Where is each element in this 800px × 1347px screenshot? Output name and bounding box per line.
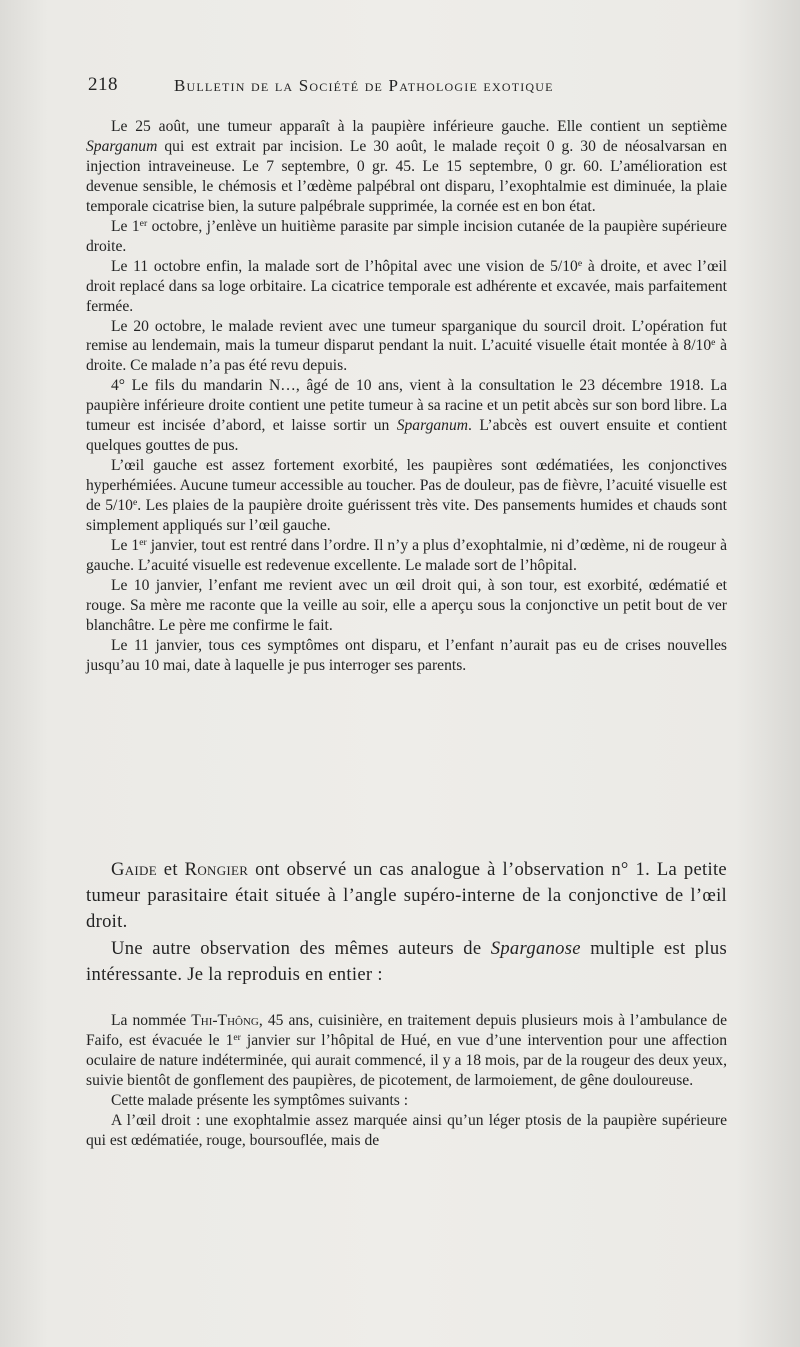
text-run: Le 25 août, une tumeur apparaît à la paupière inférieure gauche. Elle contient un septième xyxy=(111,118,727,135)
text-run: , 45 ans, cuisinière, en traitement depuis plusieurs mois à l’ambulance de Faifo, est évacuée le 1 xyxy=(86,1012,727,1049)
text-run: Le 11 janvier, tous ces symptômes ont disparu, et l’enfant n’aurait pas eu de crises nouvelles jusqu’au 10 mai, date à laquelle je pus interroger ses parents. xyxy=(86,636,727,674)
paragraph xyxy=(86,317,727,377)
text-run: janvier sur l’hôpital de Hué, en vue d’une intervention pour une affection oculaire de nature indéterminée, qui aurait commencé, il y a 18 mois, par de la rougeur des deux yeux, suivie bientôt de gonflement des paupières, de picotement, de larmoiement, de gêne douloureuse. xyxy=(86,1031,727,1089)
paragraph xyxy=(86,857,727,936)
paragraph xyxy=(86,1111,727,1151)
paragraph xyxy=(86,117,727,217)
superscript: e xyxy=(577,257,583,269)
paragraph xyxy=(86,456,727,536)
paragraph xyxy=(86,1011,727,1091)
text-run: janvier, tout est rentré dans l’ordre. Il n’y a plus d’exophtalmie, ni d’œdème, ni de rougeur à gauche. L’acuité visuelle est redevenue excellente. Le malade sort de l’hôpital. xyxy=(86,537,727,574)
text-run: Une autre observation des mêmes auteurs de xyxy=(111,937,491,959)
superscript: e xyxy=(711,337,716,349)
page-number: 218 xyxy=(88,74,118,95)
paragraph xyxy=(86,1091,727,1111)
text-run: à droite, et avec l’œil droit replacé dans sa loge orbitaire. La cicatrice temporale est adhérente et excavée, mais parfaitement fermée. xyxy=(86,257,727,315)
paragraph xyxy=(86,217,727,257)
text-run: Le 20 octobre, le malade revient avec une tumeur sparganique du sourcil droit. L’opération fut remise au lendemain, mais la tumeur disparut pendant la nuit. L’acuité visuelle était montée à 8/10 xyxy=(86,317,727,355)
italic-term: Sparganum xyxy=(396,417,469,435)
text-run: La nommée xyxy=(111,1012,192,1029)
text-run: multiple est plus intéressante. Je la reproduis en entier : xyxy=(86,937,727,985)
text-run: Le 1 xyxy=(111,217,140,235)
text-run: L’œil gauche est assez fortement exorbité, les paupières sont œdématiées, les conjonctives hyperhémiées. Aucune tumeur accessible au toucher. Pas de douleur, pas de fièvre, l’acuité visuelle est de 5/10 xyxy=(86,457,727,515)
paragraph xyxy=(86,936,727,988)
paragraph xyxy=(86,576,727,636)
text-run: à droite. Ce malade n’a pas été revu depuis. xyxy=(86,337,727,375)
text-run: Cette malade présente les symptômes suivants : xyxy=(111,1091,409,1109)
text-run: Le 10 janvier, l’enfant me revient avec un œil droit qui, à son tour, est exorbité, œdématié et rouge. Sa mère me raconte que la veille au soir, elle a aperçu sous la conjonctive un petit bout de ver blanchâtre. Le père me confirme le fait. xyxy=(86,576,727,634)
quoted-observation-block xyxy=(86,1011,727,1151)
superscript: er xyxy=(139,537,147,549)
running-title: Bulletin de la Société de Pathologie exotique xyxy=(174,76,554,95)
italic-term: Sparganum xyxy=(86,137,158,155)
paragraph xyxy=(86,536,727,576)
paragraph xyxy=(86,257,727,317)
superscript: er xyxy=(139,217,148,229)
observation-text-block xyxy=(86,117,727,676)
text-run: et xyxy=(156,859,185,880)
small-caps-name: Gaide xyxy=(111,859,157,880)
text-run: Le 11 octobre enfin, la malade sort de l’hôpital avec une vision de 5/10 xyxy=(111,257,578,275)
paragraph xyxy=(86,376,727,456)
text-run: octobre, j’enlève un huitième parasite par simple incision cutanée de la paupière supérieure droite. xyxy=(86,217,727,255)
commentary-text-block xyxy=(86,857,727,988)
small-caps-name: Thi-Thông xyxy=(191,1012,259,1029)
superscript: er xyxy=(233,1032,241,1044)
superscript: e xyxy=(132,497,138,509)
text-run: Le 1 xyxy=(111,537,140,555)
text-run: ont observé un cas analogue à l’observation n° 1. La petite tumeur parasitaire était située à l’angle supéro-interne de la conjonctive de l’œil droit. xyxy=(86,859,727,933)
italic-term: Sparganose xyxy=(490,937,581,959)
text-run: A l’œil droit : une exophtalmie assez marquée ainsi qu’un léger ptosis de la paupière supérieure qui est œdématiée, rouge, boursouflée, mais de xyxy=(86,1111,727,1149)
text-run: 4° Le fils du mandarin N…, âgé de 10 ans, vient à la consultation le 23 décembre 1918. La paupière inférieure droite contient une petite tumeur à sa racine et un petit abcès sur son bord libre. La tumeur est incisée d’abord, et laisse sortir un xyxy=(86,377,727,435)
paragraph xyxy=(86,636,727,676)
text-run: qui est extrait par incision. Le 30 août, le malade reçoit 0 g. 30 de néosalvarsan en injection intraveineuse. Le 7 septembre, 0 gr. 45. Le 15 septembre, 0 gr. 60. L’amélioration est devenue sensible, le chémosis et l’œdème palpébral ont disparu, l’exophtalmie est diminuée, la plaie temporale cicatrise bien, la suture palpébrale supprimée, la cornée est en bon état. xyxy=(86,137,727,215)
small-caps-name: Rongier xyxy=(184,859,249,880)
text-run: . L’abcès est ouvert ensuite et contient quelques gouttes de pus. xyxy=(86,417,727,455)
page-header xyxy=(88,74,728,104)
text-run: . Les plaies de la paupière droite guérissent très vite. Des pansements humides et chauds sont simplement appliqués sur l’œil gauche. xyxy=(86,497,727,535)
